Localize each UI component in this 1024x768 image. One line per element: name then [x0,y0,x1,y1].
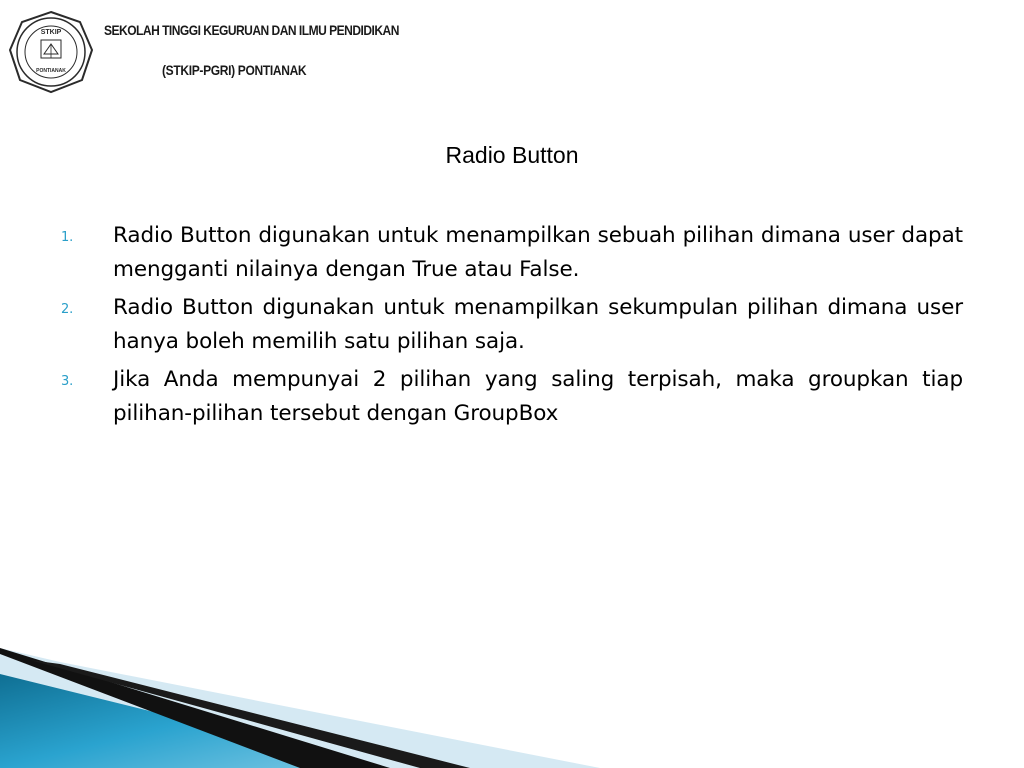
list-item-text: Jika Anda mempunyai 2 pilihan yang saling terpisah, maka groupkan tiap pilihan-pilihan tersebut dengan GroupBox [113,367,963,426]
slide-title-text: Radio Button [445,142,579,168]
list-item-number: 2. [61,302,74,317]
decorative-swoosh [0,640,1024,768]
list-item-text: Radio Button digunakan untuk menampilkan sekumpulan pilihan dimana user hanya boleh memilih satu pilihan saja. [113,295,963,354]
institution-abbreviation: (STKIP-PGRI) PONTIANAK [162,62,307,78]
list-item [61,219,963,287]
numbered-list [61,219,963,435]
list-item [61,291,963,359]
list-item-number: 1. [61,230,74,245]
list-item [61,363,963,431]
logo-top-text: STKIP [40,29,62,36]
logo-bottom-text: PONTIANAK [36,68,66,74]
institution-seal-icon [8,10,94,94]
slide-title [0,142,1024,169]
institution-name: SEKOLAH TINGGI KEGURUAN DAN ILMU PENDIDIKAN [104,22,399,38]
list-item-number: 3. [61,374,74,389]
list-item-text: Radio Button digunakan untuk menampilkan sebuah pilihan dimana user dapat mengganti nilainya dengan True atau False. [113,223,963,282]
